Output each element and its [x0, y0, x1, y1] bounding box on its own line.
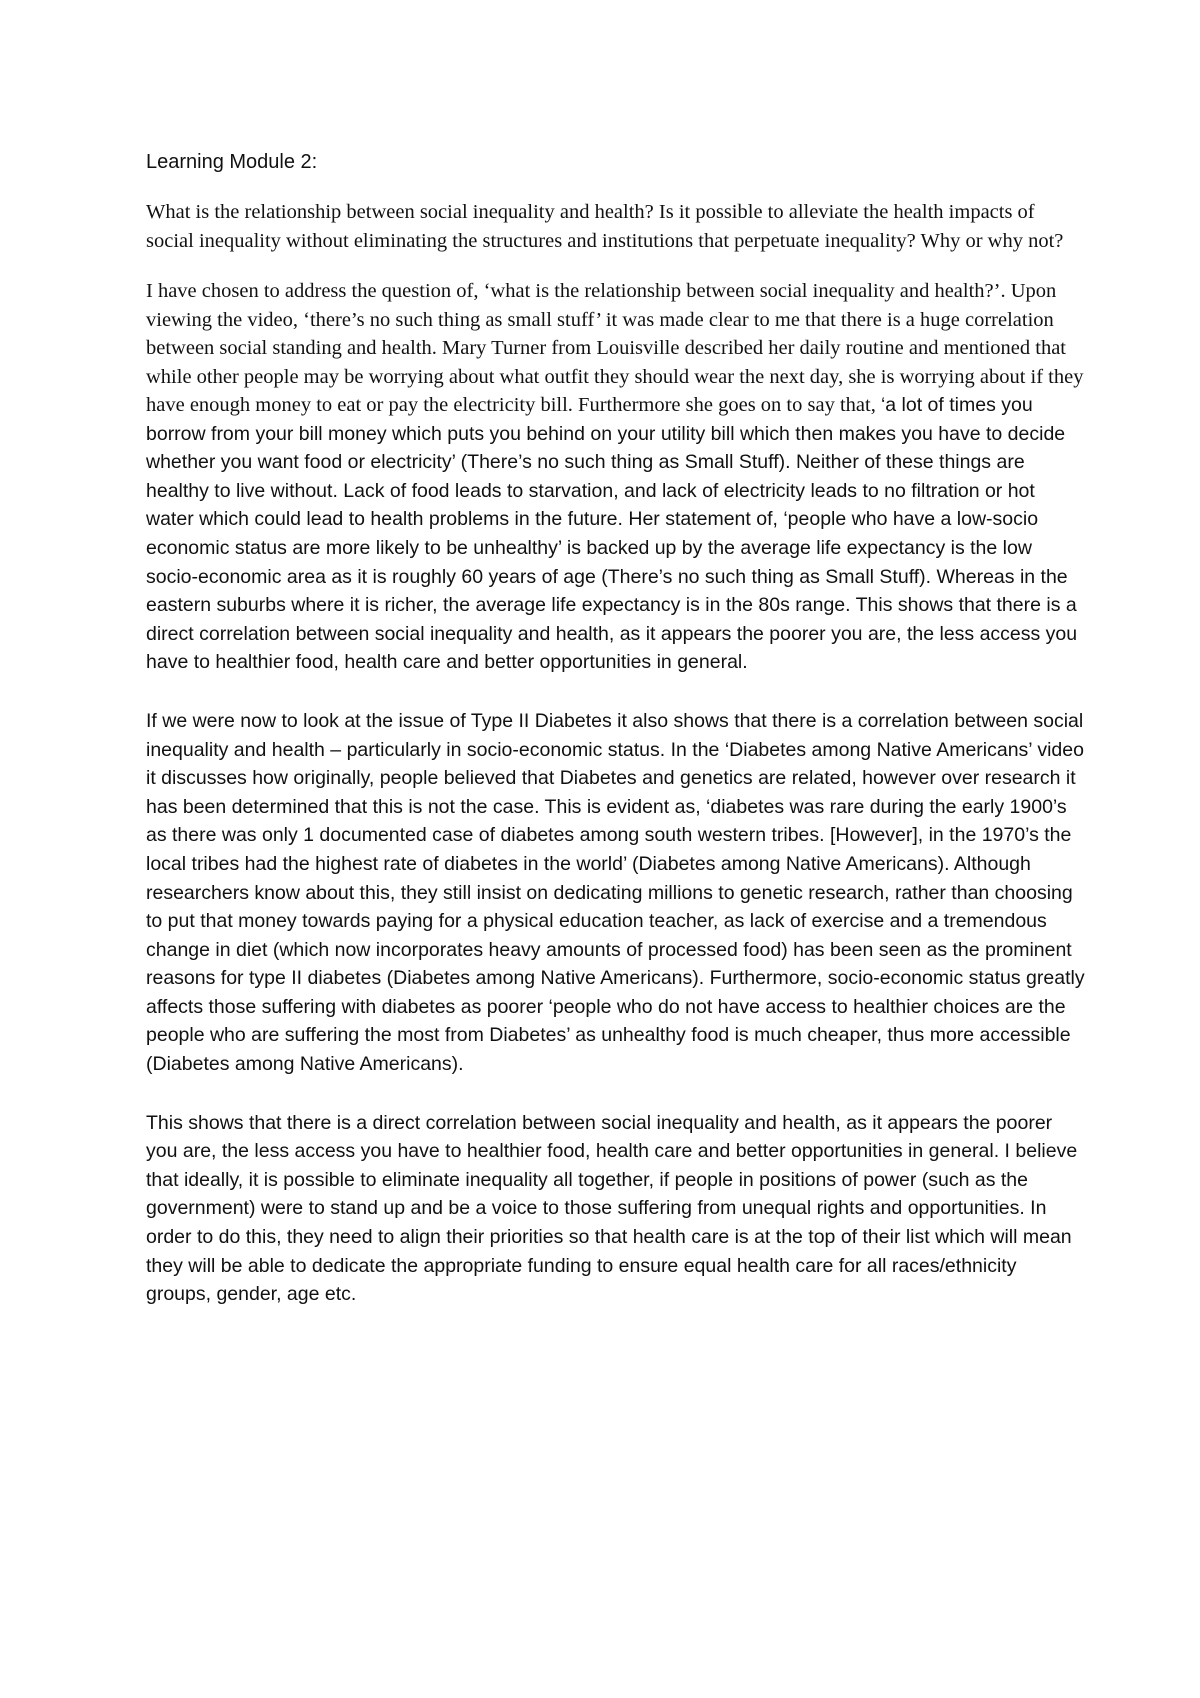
- paragraph-1-serif-text: I have chosen to address the question of, ‘what is the relationship between social inequality and health?’. Upon viewing the video, ‘there’s no such thing as small stuff’ it was made clear to me that there is a huge correlation between social standing and health. Mary Turner from Louisville described her daily routine and mentioned that while other people may be worrying about what outfit they should wear the next day, she is worrying about if they have enough money to eat or pay the electricity bill. Furthermore she goes on to say that,: [146, 280, 1084, 416]
- document-heading: Learning Module 2:: [146, 151, 318, 173]
- paragraph-1: [146, 277, 1086, 677]
- document-page: [146, 148, 1086, 1309]
- paragraph-2: If we were now to look at the issue of Type II Diabetes it also shows that there is a correlation between social inequality and health – particularly in socio-economic status. In the ‘Diabetes among Native Americans’ video it discusses how originally, people believed that Diabetes and genetics are related, however over research it has been determined that this is not the case. This is evident as, ‘diabetes was rare during the early 1900’s as there was only 1 documented case of diabetes among south western tribes. [However], in the 1970’s the local tribes had the highest rate of diabetes in the world’ (Diabetes among Native Americans). Although researchers know about this, they still insist on dedicating millions to genetic research, rather than choosing to put that money towards paying for a physical education teacher, as lack of exercise and a tremendous change in diet (which now incorporates heavy amounts of processed food) has been seen as the prominent reasons for type II diabetes (Diabetes among Native Americans). Furthermore, socio-economic status greatly affects those suffering with diabetes as poorer ‘people who do not have access to healthier choices are the people who are suffering the most from Diabetes’ as unhealthy food is much cheaper, thus more accessible (Diabetes among Native Americans).: [146, 709, 1085, 1076]
- question-paragraph: What is the relationship between social inequality and health? Is it possible to alleviate the health impacts of social inequality without eliminating the structures and institutions that perpetuate inequality? Why or why not?: [146, 201, 1064, 252]
- paragraph-1-sans-text: ‘a lot of times you borrow from your bill money which puts you behind on your utility bill which then makes you have to decide whether you want food or electricity’ (There’s no such thing as Small Stuff). Neither of these things are healthy to live without. Lack of food leads to starvation, and lack of electricity leads to no filtration or hot water which could lead to health problems in the future. Her statement of, ‘people who have a low-socio economic status are more likely to be unhealthy’ is backed up by the average life expectancy is the low socio-economic area as it is roughly 60 years of age (There’s no such thing as Small Stuff). Whereas in the eastern suburbs where it is richer, the average life expectancy is in the 80s range. This shows that there is a direct correlation between social inequality and health, as it appears the poorer you are, the less access you have to healthier food, health care and better opportunities in general.: [146, 394, 1078, 674]
- paragraph-3: This shows that there is a direct correlation between social inequality and health, as it appears the poorer you are, the less access you have to healthier food, health care and better opportunities in general. I believe that ideally, it is possible to eliminate inequality all together, if people in positions of power (such as the government) were to stand up and be a voice to those suffering from unequal rights and opportunities. In order to do this, they need to align their priorities so that health care is at the top of their list which will mean they will be able to dedicate the appropriate funding to ensure equal health care for all races/ethnicity groups, gender, age etc.: [146, 1111, 1078, 1306]
